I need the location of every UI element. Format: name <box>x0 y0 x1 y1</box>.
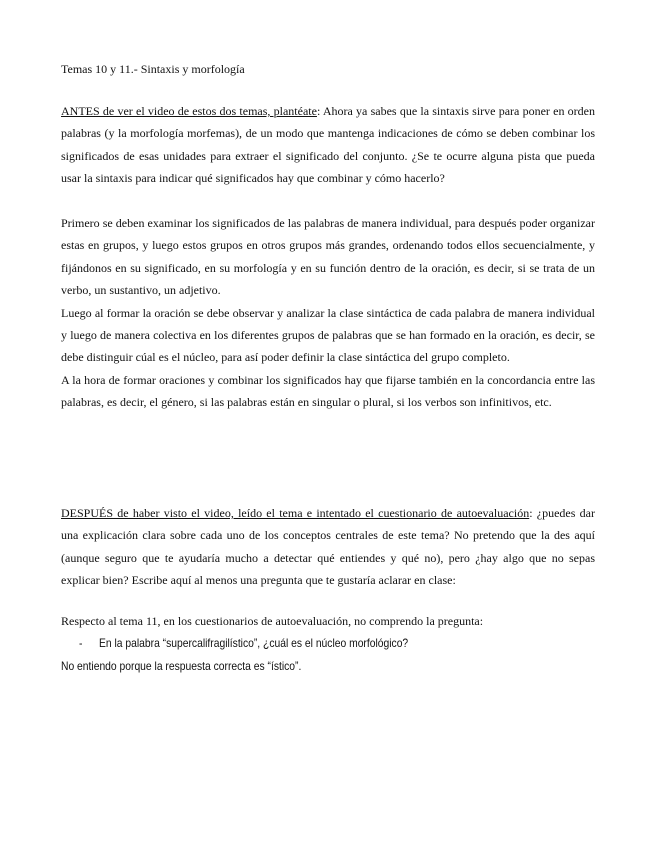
answer-paragraph-1: Primero se deben examinar los significados de las palabras de manera individual, para después poder organizar estas en grupos, y luego estos grupos en otros grupos más grandes, ordenando todos ellos secuencialmente, y fijándonos en su significado, en su morfología y en su función dentro de la oración, es decir, si se trata de un verbo, un sustantivo, un adjetivo. <box>61 216 595 298</box>
answer-paragraph-3: A la hora de formar oraciones y combinar los significados hay que fijarse también en la concordancia entre las palabras, es decir, el género, si las palabras están en singular o plural, si los verbos son infinitivos, etc. <box>61 372 595 410</box>
antes-lead: ANTES de ver el video de estos dos temas, plantéate <box>61 104 317 118</box>
question-item: En la palabra “supercalifragilístico”, ¿cuál es el núcleo morfológico? <box>99 636 409 650</box>
list-bullet: - <box>79 636 83 650</box>
answer-paragraph-2: Luego al formar la oración se debe observar y analizar la clase sintáctica de cada palabra de manera individual y luego de manera colectiva en los diferentes grupos de palabras que se han formado en la oración, es decir, se debe distinguir cúal es el núcleo, para así poder definir la clase sintáctica del grupo completo. <box>61 305 595 365</box>
question-comment: No entiendo porque la respuesta correcta es “ístico”. <box>61 659 302 673</box>
antes-paragraph <box>61 100 595 190</box>
antes-prompt <box>61 100 595 190</box>
antes-text: : Ahora ya sabes que la sintaxis sirve para poner en orden palabras (y la morfología morfemas), de un modo que mantenga indicaciones de cómo se deben combinar los significados de esas unidades para extraer el significado del conjunto. ¿Se te ocurre alguna pista que pueda usar la sintaxis para indicar qué significados hay que combinar y cómo hacerlo? <box>61 104 595 186</box>
answer-section <box>61 212 595 414</box>
question-intro: Respecto al tema 11, en los cuestionarios de autoevaluación, no comprendo la pregunta: <box>61 614 484 628</box>
despues-paragraph <box>61 502 595 592</box>
despues-lead: DESPUÉS de haber visto el video, leído el tema e intentado el cuestionario de autoevaluación <box>61 506 530 520</box>
despues-text: : ¿puedes dar una explicación clara sobre cada uno de los conceptos centrales de este tema? No pretendo que la des aquí (aunque seguro que te ayudaría mucho a detectar qué entiendes y qué no), pero ¿hay algo que no sepas explicar bien? Escribe aquí al menos una pregunta que te gustaría aclarar en clase: <box>61 506 595 588</box>
despues-prompt <box>61 502 595 592</box>
document-title: Temas 10 y 11.- Sintaxis y morfología <box>61 62 245 76</box>
